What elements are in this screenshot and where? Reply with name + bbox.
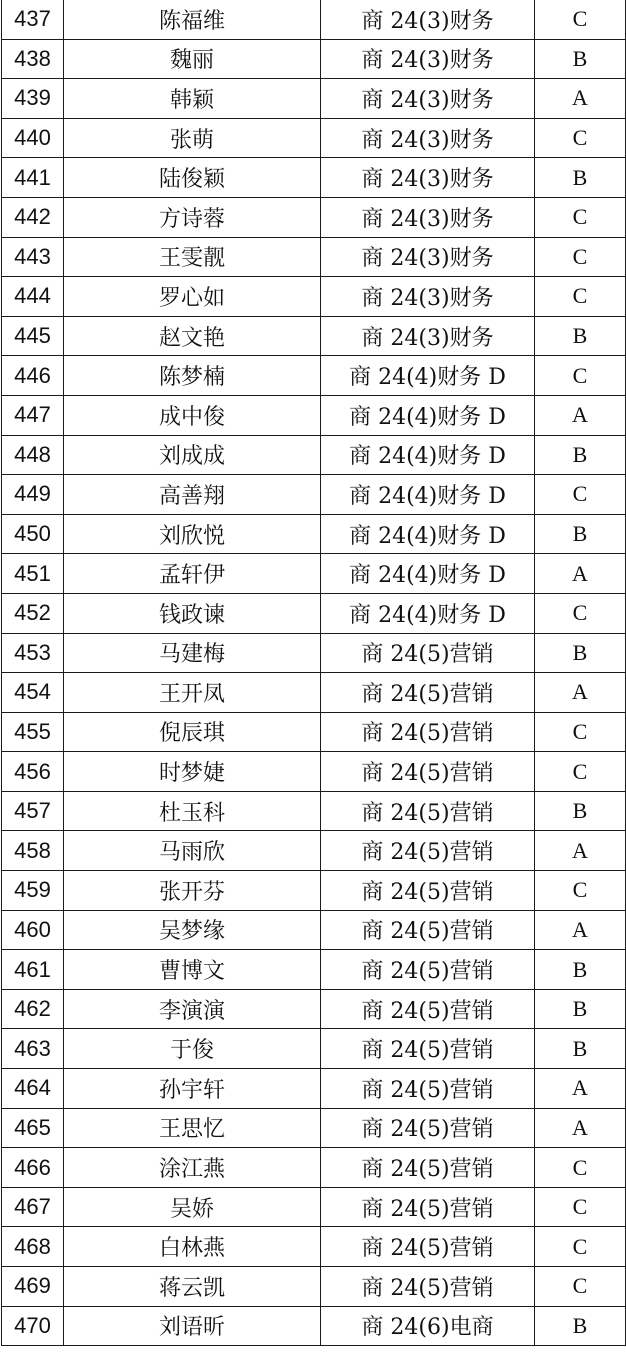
student-name: 时梦婕 [64, 752, 321, 792]
class-name: 商 24(3)财务 [321, 79, 535, 119]
class-name: 商 24(3)财务 [321, 237, 535, 277]
student-name: 王雯靓 [64, 237, 321, 277]
row-number: 453 [2, 633, 64, 673]
grade: A [535, 395, 626, 435]
table-row [2, 475, 626, 515]
grade: C [535, 1148, 626, 1188]
grade: B [535, 158, 626, 198]
student-name: 白林燕 [64, 1227, 321, 1267]
grade: C [535, 197, 626, 237]
class-name: 商 24(5)营销 [321, 1148, 535, 1188]
student-name: 陈福维 [64, 0, 321, 39]
class-name: 商 24(3)财务 [321, 39, 535, 79]
class-name: 商 24(4)财务 D [321, 435, 535, 475]
table-row [2, 1029, 626, 1069]
table-row [2, 277, 626, 317]
table-row [2, 791, 626, 831]
table-row [2, 0, 626, 39]
row-number: 459 [2, 871, 64, 911]
table-row [2, 356, 626, 396]
student-name: 魏丽 [64, 39, 321, 79]
table-row [2, 118, 626, 158]
grade: A [535, 1108, 626, 1148]
student-grade-table [1, 0, 626, 1346]
table-row [2, 752, 626, 792]
student-name: 孟轩伊 [64, 554, 321, 594]
table-row [2, 39, 626, 79]
row-number: 448 [2, 435, 64, 475]
grade: B [535, 1306, 626, 1346]
grade: B [535, 316, 626, 356]
class-name: 商 24(5)营销 [321, 989, 535, 1029]
grade: A [535, 79, 626, 119]
class-name: 商 24(5)营销 [321, 712, 535, 752]
class-name: 商 24(5)营销 [321, 1029, 535, 1069]
table-row [2, 712, 626, 752]
student-name: 于俊 [64, 1029, 321, 1069]
student-name: 李演演 [64, 989, 321, 1029]
grade: C [535, 1227, 626, 1267]
class-name: 商 24(3)财务 [321, 316, 535, 356]
class-name: 商 24(3)财务 [321, 197, 535, 237]
grade: B [535, 435, 626, 475]
grade: C [535, 1267, 626, 1307]
row-number: 469 [2, 1267, 64, 1307]
table-row [2, 673, 626, 713]
student-name: 罗心如 [64, 277, 321, 317]
class-name: 商 24(5)营销 [321, 1069, 535, 1109]
student-name: 孙宇轩 [64, 1069, 321, 1109]
grade: B [535, 1029, 626, 1069]
table-row [2, 1108, 626, 1148]
grade: C [535, 593, 626, 633]
class-name: 商 24(4)财务 D [321, 554, 535, 594]
grade: C [535, 1187, 626, 1227]
student-name: 刘欣悦 [64, 514, 321, 554]
table-row [2, 1267, 626, 1307]
row-number: 441 [2, 158, 64, 198]
class-name: 商 24(4)财务 D [321, 593, 535, 633]
row-number: 440 [2, 118, 64, 158]
class-name: 商 24(4)财务 D [321, 356, 535, 396]
grade: B [535, 791, 626, 831]
student-name: 吴娇 [64, 1187, 321, 1227]
table-row [2, 316, 626, 356]
row-number: 449 [2, 475, 64, 515]
grade: C [535, 277, 626, 317]
student-name: 陈梦楠 [64, 356, 321, 396]
table-row [2, 514, 626, 554]
class-name: 商 24(5)营销 [321, 752, 535, 792]
class-name: 商 24(5)营销 [321, 871, 535, 911]
student-name: 方诗蓉 [64, 197, 321, 237]
row-number: 460 [2, 910, 64, 950]
row-number: 468 [2, 1227, 64, 1267]
table-row [2, 237, 626, 277]
grade: A [535, 1069, 626, 1109]
table-row [2, 1227, 626, 1267]
class-name: 商 24(4)财务 D [321, 514, 535, 554]
table-row [2, 831, 626, 871]
grade: C [535, 0, 626, 39]
table-row [2, 989, 626, 1029]
class-name: 商 24(5)营销 [321, 1267, 535, 1307]
grade: C [535, 118, 626, 158]
row-number: 456 [2, 752, 64, 792]
table-row [2, 1069, 626, 1109]
row-number: 467 [2, 1187, 64, 1227]
row-number: 452 [2, 593, 64, 633]
student-name: 张开芬 [64, 871, 321, 911]
row-number: 465 [2, 1108, 64, 1148]
student-name: 王开凤 [64, 673, 321, 713]
class-name: 商 24(4)财务 D [321, 475, 535, 515]
table-row [2, 79, 626, 119]
table-row [2, 633, 626, 673]
class-name: 商 24(5)营销 [321, 791, 535, 831]
row-number: 451 [2, 554, 64, 594]
grade: C [535, 356, 626, 396]
row-number: 458 [2, 831, 64, 871]
row-number: 442 [2, 197, 64, 237]
row-number: 439 [2, 79, 64, 119]
row-number: 450 [2, 514, 64, 554]
table-row [2, 435, 626, 475]
grade: C [535, 871, 626, 911]
row-number: 447 [2, 395, 64, 435]
student-name: 马雨欣 [64, 831, 321, 871]
student-name: 吴梦缘 [64, 910, 321, 950]
class-name: 商 24(5)营销 [321, 950, 535, 990]
student-name: 曹博文 [64, 950, 321, 990]
row-number: 444 [2, 277, 64, 317]
row-number: 462 [2, 989, 64, 1029]
grade: A [535, 831, 626, 871]
table-row [2, 1306, 626, 1346]
row-number: 470 [2, 1306, 64, 1346]
row-number: 464 [2, 1069, 64, 1109]
row-number: 455 [2, 712, 64, 752]
student-name: 杜玉科 [64, 791, 321, 831]
class-name: 商 24(3)财务 [321, 118, 535, 158]
class-name: 商 24(3)财务 [321, 277, 535, 317]
grade: B [535, 950, 626, 990]
row-number: 461 [2, 950, 64, 990]
student-name: 韩颖 [64, 79, 321, 119]
student-name: 马建梅 [64, 633, 321, 673]
grade: C [535, 475, 626, 515]
student-name: 涂江燕 [64, 1148, 321, 1188]
grade: A [535, 554, 626, 594]
grade: A [535, 673, 626, 713]
class-name: 商 24(5)营销 [321, 910, 535, 950]
row-number: 445 [2, 316, 64, 356]
class-name: 商 24(5)营销 [321, 1108, 535, 1148]
grade: B [535, 39, 626, 79]
row-number: 443 [2, 237, 64, 277]
class-name: 商 24(3)财务 [321, 0, 535, 39]
table-row [2, 1187, 626, 1227]
row-number: 457 [2, 791, 64, 831]
student-name: 王思忆 [64, 1108, 321, 1148]
student-name: 刘语昕 [64, 1306, 321, 1346]
student-name: 刘成成 [64, 435, 321, 475]
row-number: 438 [2, 39, 64, 79]
grade: A [535, 910, 626, 950]
student-name: 高善翔 [64, 475, 321, 515]
table-row [2, 1148, 626, 1188]
class-name: 商 24(5)营销 [321, 673, 535, 713]
table-body [2, 0, 626, 1346]
class-name: 商 24(5)营销 [321, 1187, 535, 1227]
table-row [2, 554, 626, 594]
student-name: 成中俊 [64, 395, 321, 435]
table-row [2, 158, 626, 198]
row-number: 446 [2, 356, 64, 396]
student-name: 蒋云凯 [64, 1267, 321, 1307]
grade: B [535, 514, 626, 554]
class-name: 商 24(4)财务 D [321, 395, 535, 435]
student-name: 陆俊颖 [64, 158, 321, 198]
grade: B [535, 989, 626, 1029]
class-name: 商 24(5)营销 [321, 1227, 535, 1267]
student-name: 赵文艳 [64, 316, 321, 356]
class-name: 商 24(5)营销 [321, 633, 535, 673]
grade: C [535, 712, 626, 752]
table-row [2, 197, 626, 237]
table-row [2, 950, 626, 990]
class-name: 商 24(6)电商 [321, 1306, 535, 1346]
table-row [2, 395, 626, 435]
class-name: 商 24(5)营销 [321, 831, 535, 871]
student-name: 倪辰琪 [64, 712, 321, 752]
row-number: 454 [2, 673, 64, 713]
grade: C [535, 752, 626, 792]
row-number: 463 [2, 1029, 64, 1069]
row-number: 437 [2, 0, 64, 39]
student-name: 钱政谏 [64, 593, 321, 633]
table-row [2, 910, 626, 950]
student-name: 张萌 [64, 118, 321, 158]
grade: B [535, 633, 626, 673]
table-row [2, 593, 626, 633]
table-row [2, 871, 626, 911]
grade: C [535, 237, 626, 277]
class-name: 商 24(3)财务 [321, 158, 535, 198]
row-number: 466 [2, 1148, 64, 1188]
